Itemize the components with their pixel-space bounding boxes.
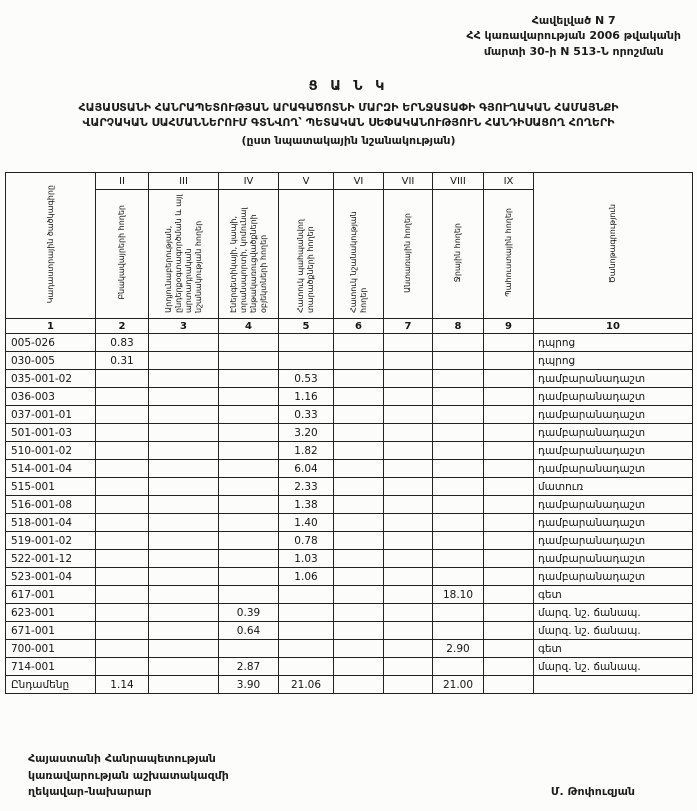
area-value-cell [433,622,484,640]
table-row [6,640,693,658]
area-value-cell [334,496,384,514]
area-value-cell [433,568,484,586]
cadastral-code-cell: 501-001-03 [6,424,96,442]
area-value-cell [219,388,279,406]
note-cell: մարզ. նշ. ճանապ. [534,604,693,622]
cadastral-code-cell: 037-001-01 [6,406,96,424]
area-value-cell: 2.90 [433,640,484,658]
table-row [6,568,693,586]
area-value-cell [96,442,149,460]
area-value-cell [279,622,334,640]
area-value-cell [279,334,334,352]
column-number: 7 [384,319,433,334]
column-number: 3 [149,319,219,334]
area-value-cell [433,334,484,352]
table-row [6,424,693,442]
cadastral-code-header-text: Կադաստրային ծածկագիրը [45,184,55,304]
area-value-cell [334,532,384,550]
area-value-cell [484,514,534,532]
note-cell [534,676,693,694]
area-value-cell [279,604,334,622]
area-value-cell: 0.78 [279,532,334,550]
table-row [6,514,693,532]
area-value-cell [484,676,534,694]
area-value-cell [96,460,149,478]
area-value-cell [384,460,433,478]
area-value-cell [334,334,384,352]
area-value-cell [433,550,484,568]
area-value-cell [334,676,384,694]
note-cell: դամբարանադաշտ [534,460,693,478]
area-value-cell [149,370,219,388]
area-value-cell [433,352,484,370]
area-value-cell: 6.04 [279,460,334,478]
area-value-cell [484,334,534,352]
note-cell: գետ [534,586,693,604]
cadastral-code-cell: 523-001-04 [6,568,96,586]
table-row [6,622,693,640]
area-value-cell [484,532,534,550]
area-value-cell: 0.33 [279,406,334,424]
table-body [6,334,693,694]
column-header-protected-lands: Հատուկ պահպանվող տարածքների հողեր [279,190,334,319]
total-row [6,676,693,694]
table-row [6,658,693,676]
cadastral-code-cell: 518-001-04 [6,514,96,532]
area-value-cell [433,442,484,460]
area-value-cell [334,604,384,622]
area-value-cell [219,532,279,550]
area-value-cell [219,496,279,514]
area-value-cell [149,424,219,442]
area-value-cell [384,496,433,514]
note-cell: դամբարանադաշտ [534,532,693,550]
column-number: 2 [96,319,149,334]
annex-number: Հավելված N 7 [531,14,616,27]
area-value-cell [433,658,484,676]
column-number: 6 [334,319,384,334]
area-value-cell [96,478,149,496]
signatory-title-block [28,751,229,801]
document-title [8,101,689,149]
cadastral-code-cell: 714-001 [6,658,96,676]
area-value-cell [149,604,219,622]
area-value-cell: 2.33 [279,478,334,496]
area-value-cell [384,622,433,640]
area-value-cell [96,550,149,568]
annex-reference-block [466,13,681,59]
roman-numeral-II: II [96,173,149,190]
area-value-cell [484,478,534,496]
table-row [6,460,693,478]
area-value-cell [334,586,384,604]
land-table [5,172,693,694]
area-value-cell [149,658,219,676]
area-value-cell [96,604,149,622]
area-value-cell: 1.40 [279,514,334,532]
note-cell: դամբարանադաշտ [534,424,693,442]
column-number-row [6,319,693,334]
cadastral-code-cell: 623-001 [6,604,96,622]
area-value-cell: 1.06 [279,568,334,586]
area-value-cell [334,352,384,370]
signatory-line-2: կառավարության աշխատակազմի [28,768,229,782]
area-value-cell [96,514,149,532]
area-value-cell [149,532,219,550]
area-value-cell: 1.16 [279,388,334,406]
area-value-cell [384,550,433,568]
note-cell: դամբարանադաշտ [534,370,693,388]
area-value-cell: 0.31 [96,352,149,370]
title-subtitle: (ըստ նպատակային նշանակության) [241,133,456,147]
area-value-cell [484,658,534,676]
area-value-cell [433,370,484,388]
area-value-cell: 2.87 [219,658,279,676]
title-line-2: ՎԱՐՉԱԿԱՆ ՍԱՀՄԱՆՆԵՐՈՒՄ ԳՏՆՎՈՂ՝ ՊԵՏԱԿԱՆ ՍԵՓԱԿԱՆՈՒԹՅՈՒՆ ՀԱՆԴԻՍԱՑՈՂ ՀՈՂԵՐԻ [82,115,615,129]
area-value-cell [219,442,279,460]
area-value-cell [96,586,149,604]
area-value-cell [96,370,149,388]
column-header-water-lands: Ջրային հողեր [433,190,484,319]
area-value-cell: 21.06 [279,676,334,694]
area-value-cell [149,442,219,460]
table-row [6,496,693,514]
area-value-cell [384,478,433,496]
area-value-cell [96,658,149,676]
area-value-cell [384,604,433,622]
table-row [6,334,693,352]
area-value-cell [219,478,279,496]
area-value-cell [334,460,384,478]
area-value-cell [484,424,534,442]
area-value-cell [149,460,219,478]
area-value-cell [384,676,433,694]
area-value-cell [484,388,534,406]
note-cell: դամբարանադաշտ [534,496,693,514]
area-value-cell [384,424,433,442]
area-value-cell [484,442,534,460]
table-row [6,352,693,370]
note-cell: դպրոց [534,334,693,352]
roman-numeral-VII: VII [384,173,433,190]
area-value-cell [149,568,219,586]
area-value-cell [149,388,219,406]
area-value-cell: 1.03 [279,550,334,568]
area-value-cell: 0.39 [219,604,279,622]
column-header-special-purpose-lands: Հատուկ նշանակության հողեր [334,190,384,319]
area-value-cell [219,568,279,586]
note-cell: դպրոց [534,352,693,370]
area-value-cell [279,586,334,604]
area-value-cell [433,604,484,622]
cadastral-code-cell: 515-001 [6,478,96,496]
area-value-cell [484,370,534,388]
roman-numeral-VI: VI [334,173,384,190]
area-value-cell [334,640,384,658]
area-value-cell [384,442,433,460]
area-value-cell [219,370,279,388]
area-value-cell [484,460,534,478]
table-row [6,406,693,424]
area-value-cell [384,388,433,406]
signatory-line-3: ղեկավար-նախարար [28,785,152,798]
table-row [6,442,693,460]
area-value-cell [334,568,384,586]
area-value-cell [149,586,219,604]
area-value-cell [96,532,149,550]
area-value-cell: 21.00 [433,676,484,694]
note-cell: մարզ. նշ. ճանապ. [534,658,693,676]
area-value-cell [384,532,433,550]
list-heading: Ց Ա Ն Կ [308,79,389,94]
note-cell: դամբարանադաշտ [534,550,693,568]
column-number: 4 [219,319,279,334]
area-value-cell [334,658,384,676]
area-value-cell [219,550,279,568]
area-value-cell [484,586,534,604]
title-line-1: ՀԱՅԱՍՏԱՆԻ ՀԱՆՐԱՊԵՏՈՒԹՅԱՆ ԱՐԱԳԱԾՈՏՆԻ ՄԱՐԶԻ ԵՐՆՋԱՏԱՓԻ ԳՅՈՒՂԱԿԱՆ ՀԱՄԱՅՆՔԻ [78,101,619,114]
area-value-cell [334,406,384,424]
area-value-cell [96,424,149,442]
table-row [6,388,693,406]
cadastral-code-cell: 522-001-12 [6,550,96,568]
area-value-cell [219,460,279,478]
area-value-cell [334,514,384,532]
cadastral-code-cell: 030-005 [6,352,96,370]
area-value-cell [219,640,279,658]
note-cell: մատուռ [534,478,693,496]
column-header-reserve-lands: Պահուստային հողեր [484,190,534,319]
area-value-cell [433,514,484,532]
cadastral-code-cell: 519-001-02 [6,532,96,550]
table-row [6,604,693,622]
area-value-cell [433,532,484,550]
area-value-cell [219,514,279,532]
cadastral-code-cell: 617-001 [6,586,96,604]
area-value-cell [334,370,384,388]
roman-numeral-IV: IV [219,173,279,190]
area-value-cell: 0.83 [96,334,149,352]
table-row [6,586,693,604]
area-value-cell [334,550,384,568]
column-header-settlement-lands: Բնակավայրերի հողեր [96,190,149,319]
annex-decree-line: ՀՀ կառավարության 2006 թվականի [466,29,681,43]
note-cell: դամբարանադաշտ [534,388,693,406]
area-value-cell: 18.10 [433,586,484,604]
area-value-cell [433,388,484,406]
roman-numeral-VIII: VIII [433,173,484,190]
area-value-cell: 1.82 [279,442,334,460]
cadastral-code-cell: 036-003 [6,388,96,406]
note-header-text: Ծանոթագրություն [608,204,617,284]
area-value-cell [484,604,534,622]
area-value-cell [384,334,433,352]
area-value-cell [149,496,219,514]
area-value-cell [334,442,384,460]
area-value-cell [384,352,433,370]
roman-numeral-III: III [149,173,219,190]
area-value-cell [484,496,534,514]
column-number: 1 [6,319,96,334]
area-value-cell [433,496,484,514]
area-value-cell [219,334,279,352]
area-value-cell [484,550,534,568]
area-value-cell: 1.38 [279,496,334,514]
cadastral-code-cell: 005-026 [6,334,96,352]
area-value-cell [96,388,149,406]
column-header-forest-lands: Անտառային հողեր [384,190,433,319]
cadastral-code-cell: 671-001 [6,622,96,640]
area-value-cell [334,622,384,640]
area-value-cell [433,406,484,424]
roman-numeral-V: V [279,173,334,190]
area-value-cell [334,424,384,442]
area-value-cell [219,352,279,370]
area-value-cell [484,352,534,370]
signatory-line-1: Հայաստանի Հանրապետության [28,752,216,765]
area-value-cell [384,406,433,424]
area-value-cell [433,424,484,442]
note-cell: դամբարանադաշտ [534,442,693,460]
area-value-cell [149,478,219,496]
area-value-cell [384,640,433,658]
area-value-cell [433,478,484,496]
area-value-cell [384,586,433,604]
cadastral-code-cell: 700-001 [6,640,96,658]
area-value-cell [484,622,534,640]
area-value-cell [433,460,484,478]
area-value-cell: 3.20 [279,424,334,442]
table-row [6,550,693,568]
area-value-cell [484,640,534,658]
area-value-cell: 0.64 [219,622,279,640]
area-value-cell: 3.90 [219,676,279,694]
cadastral-code-cell: 510-001-02 [6,442,96,460]
table-row [6,478,693,496]
area-value-cell [96,622,149,640]
land-table-wrap [5,172,693,694]
area-value-cell [149,676,219,694]
area-value-cell [384,658,433,676]
area-value-cell [96,640,149,658]
column-header-industrial-lands: Արդյունաբերության, ընդերքօգտագործման և այլ արտադրական նշանակության հողեր [149,190,219,319]
area-value-cell [484,406,534,424]
annex-decree-date: մարտի 30-ի N 513-Ն որոշման [483,44,664,58]
area-value-cell [149,406,219,424]
note-cell: մարզ. նշ. ճանապ. [534,622,693,640]
area-value-cell [279,658,334,676]
note-cell: դամբարանադաշտ [534,514,693,532]
note-cell: գետ [534,640,693,658]
area-value-cell [279,640,334,658]
table-row [6,532,693,550]
area-value-cell [334,478,384,496]
area-value-cell [219,424,279,442]
table-row [6,370,693,388]
signatory-name: Մ. Թոփուզյան [550,785,635,798]
area-value-cell: 0.53 [279,370,334,388]
area-value-cell: 1.14 [96,676,149,694]
area-value-cell [219,586,279,604]
area-value-cell [96,406,149,424]
column-header-infrastructure-lands: Էներգետիկայի, կապի, տրանսպորտի, կոմունալ ենթակառուցվածքների օբյեկտների հողեր [219,190,279,319]
note-cell: դամբարանադաշտ [534,568,693,586]
area-value-cell [384,370,433,388]
cadastral-code-cell: 516-001-08 [6,496,96,514]
area-value-cell [149,622,219,640]
area-value-cell [149,550,219,568]
area-value-cell [279,352,334,370]
column-header-cadastral-code [6,173,96,319]
area-value-cell [96,496,149,514]
area-value-cell [219,406,279,424]
area-value-cell [384,514,433,532]
area-value-cell [384,568,433,586]
area-value-cell [149,352,219,370]
area-value-cell [484,568,534,586]
column-header-note [534,173,693,319]
roman-numeral-row [6,173,693,190]
roman-numeral-IX: IX [484,173,534,190]
area-value-cell [149,514,219,532]
column-number: 8 [433,319,484,334]
cadastral-code-cell: 514-001-04 [6,460,96,478]
cadastral-code-cell: 035-001-02 [6,370,96,388]
area-value-cell [149,640,219,658]
total-label-cell: Ընդամենը [6,676,96,694]
area-value-cell [96,568,149,586]
note-cell: դամբարանադաշտ [534,406,693,424]
column-number: 9 [484,319,534,334]
area-value-cell [149,334,219,352]
column-number: 10 [534,319,693,334]
area-value-cell [334,388,384,406]
column-number: 5 [279,319,334,334]
